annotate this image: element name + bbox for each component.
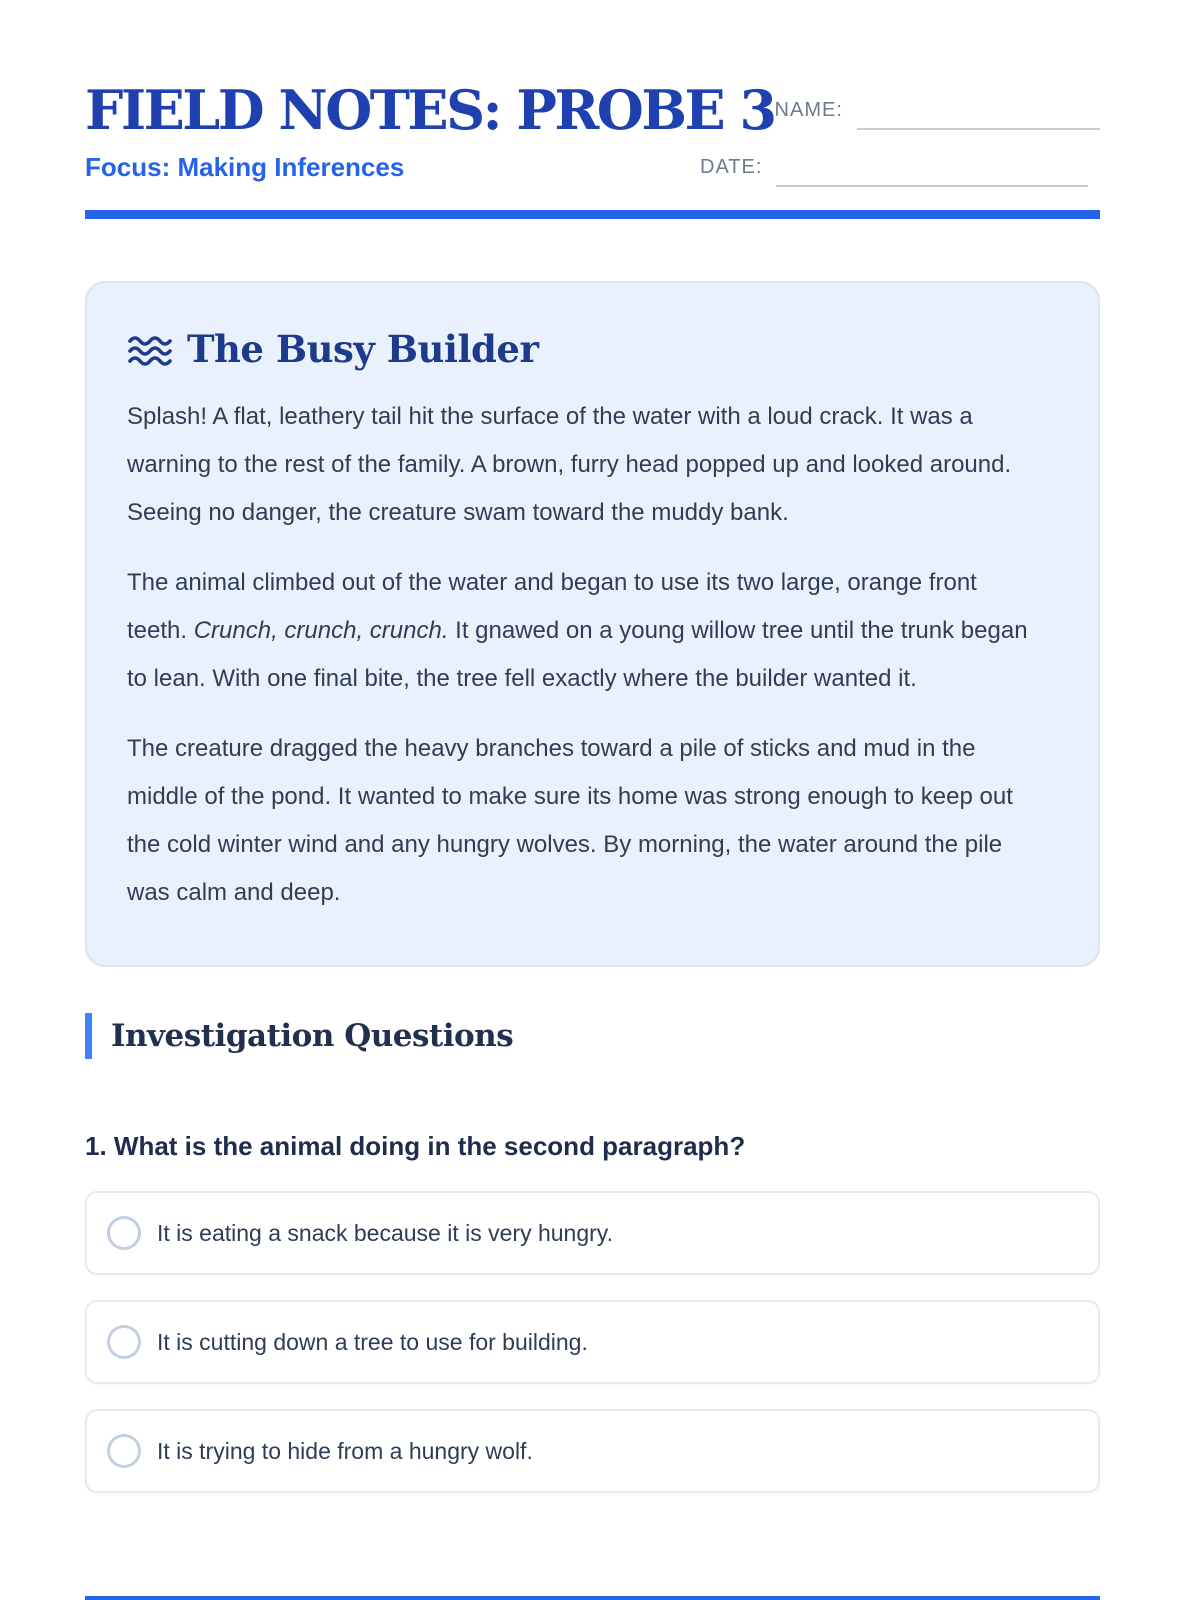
name-input-line[interactable] bbox=[857, 126, 1100, 130]
answer-option-3[interactable] bbox=[85, 1409, 1100, 1493]
answer-option-2[interactable] bbox=[85, 1300, 1100, 1384]
radio-button-icon[interactable] bbox=[107, 1434, 141, 1468]
date-label: DATE: bbox=[700, 155, 763, 178]
answer-option-1-text: It is eating a snack because it is very hungry. bbox=[157, 1219, 613, 1246]
name-label: NAME: bbox=[774, 98, 843, 121]
passage-title-text: The Busy Builder bbox=[187, 327, 539, 371]
passage-title bbox=[127, 327, 1036, 371]
passage-paragraph-2 bbox=[127, 559, 1036, 703]
paragraph-2-text-after: It gnawed on a young willow tree until the trunk began to lean. With one final bite, the tree fell exactly where the builder wanted it. bbox=[127, 617, 1028, 692]
name-field bbox=[775, 99, 1100, 122]
answer-option-1[interactable] bbox=[85, 1191, 1100, 1275]
paragraph-2-text: The animal climbed out of the water and began to use its two large, orange front teeth. bbox=[127, 569, 977, 644]
paragraph-2-italic-text: Crunch, crunch, crunch. bbox=[193, 617, 449, 644]
answer-option-2-text: It is cutting down a tree to use for building. bbox=[157, 1328, 588, 1355]
worksheet-header bbox=[85, 80, 1100, 219]
bottom-divider bbox=[85, 1596, 1100, 1600]
passage-card bbox=[85, 281, 1100, 967]
passage-paragraph-1: Splash! A flat, leathery tail hit the surface of the water with a loud crack. It was a warning to the rest of the family. A brown, furry head popped up and looked around. Seeing no danger, the creature swam toward the muddy bank. bbox=[127, 403, 1012, 526]
question-1-label: 1. What is the animal doing in the second paragraph? bbox=[85, 1131, 746, 1161]
header-divider bbox=[85, 210, 1100, 219]
passage-paragraph-3: The creature dragged the heavy branches toward a pile of sticks and mud in the middle of the pond. It wanted to make sure its home was strong enough to keep out the cold winter wind and any hungry wolves. By morning, the water around the pile was calm and deep. bbox=[127, 735, 1013, 906]
questions-section-title-text: Investigation Questions bbox=[111, 1018, 514, 1054]
radio-button-icon[interactable] bbox=[107, 1325, 141, 1359]
focus-subtitle: Focus: Making Inferences bbox=[85, 152, 405, 182]
date-field bbox=[700, 156, 1100, 179]
answer-option-3-text: It is trying to hide from a hungry wolf. bbox=[157, 1437, 533, 1464]
questions-section-title bbox=[85, 1013, 1100, 1059]
date-input-line[interactable] bbox=[776, 183, 1088, 187]
radio-button-icon[interactable] bbox=[107, 1216, 141, 1250]
waves-icon bbox=[127, 333, 173, 369]
page-title: FIELD NOTES: PROBE 3 bbox=[85, 78, 775, 142]
section-accent-bar bbox=[85, 1013, 92, 1059]
